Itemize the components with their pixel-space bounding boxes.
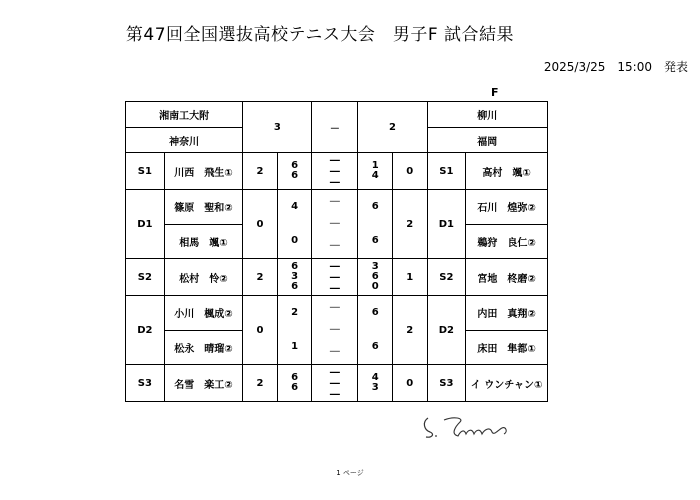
match-label-left: S2 [126, 259, 165, 296]
set-dashes [312, 153, 358, 190]
right-player-name: 宮地 柊磨② [466, 259, 548, 296]
game-score: 2 [291, 307, 299, 318]
left-player-name: 松村 怜② [164, 259, 243, 296]
game-score: 6 [291, 170, 299, 181]
set-dash: ― [329, 240, 340, 251]
right-player-name: イ ウンチャン① [466, 365, 548, 402]
left-match-points: 0 [243, 190, 278, 259]
match-label-right: S1 [427, 153, 466, 190]
left-team-score: 3 [243, 102, 312, 153]
game-score: 1 [291, 341, 299, 352]
set-dash: ― [329, 176, 340, 188]
match-label-right: D2 [427, 296, 466, 365]
set-dash: ― [329, 154, 340, 166]
game-score: 3 [371, 261, 379, 272]
right-game-scores [358, 153, 393, 190]
right-match-points: 1 [392, 259, 427, 296]
game-score: 4 [291, 201, 299, 212]
set-dash: ― [329, 282, 340, 294]
left-game-scores [277, 153, 312, 190]
game-score: 6 [371, 201, 379, 212]
right-player-name: 高村 颯① [466, 153, 548, 190]
right-team-score: 2 [358, 102, 427, 153]
left-player-name: 相馬 颯① [164, 224, 243, 259]
left-game-scores [277, 190, 312, 259]
match-row [126, 259, 548, 296]
right-game-scores [358, 190, 393, 259]
set-dash: ― [329, 302, 340, 313]
set-dash: ― [329, 260, 340, 272]
game-score: 3 [291, 271, 299, 282]
match-row [126, 153, 548, 190]
set-dash: ― [329, 377, 340, 389]
left-match-points: 2 [243, 365, 278, 402]
right-match-points: 2 [392, 296, 427, 365]
match-row [126, 296, 548, 331]
left-player-name: 小川 楓成② [164, 296, 243, 331]
set-dashes [312, 296, 358, 365]
match-label-left: S1 [126, 153, 165, 190]
right-match-points: 0 [392, 365, 427, 402]
set-dash: ― [329, 324, 340, 335]
set-dashes [312, 259, 358, 296]
game-score: 6 [371, 341, 379, 352]
right-game-scores [358, 365, 393, 402]
right-player-name: 石川 煌弥② [466, 190, 548, 225]
game-score: 1 [371, 160, 379, 171]
right-team-prefecture: 福岡 [427, 128, 547, 153]
match-label-left: D2 [126, 296, 165, 365]
right-player-name: 鵜狩 良仁② [466, 224, 548, 259]
set-dash: ― [329, 271, 340, 283]
game-score: 4 [371, 372, 379, 383]
block-label: F [491, 86, 499, 99]
set-dash: ― [329, 346, 340, 357]
left-game-scores [277, 296, 312, 365]
set-dashes [312, 365, 358, 402]
set-dash: ― [329, 218, 340, 229]
set-dashes [312, 190, 358, 259]
game-score: 6 [371, 307, 379, 318]
match-label-left: S3 [126, 365, 165, 402]
right-player-name: 内田 真翔② [466, 296, 548, 331]
set-dash: ― [329, 366, 340, 378]
match-label-right: S2 [427, 259, 466, 296]
page-title: 第47回全国選抜高校テニス大会 男子F 試合結果 [125, 25, 515, 45]
match-row [126, 365, 548, 402]
left-game-scores [277, 259, 312, 296]
game-score: 4 [371, 170, 379, 181]
game-score: 0 [291, 235, 299, 246]
match-row [126, 190, 548, 225]
left-game-scores [277, 365, 312, 402]
game-score: 6 [291, 261, 299, 272]
match-label-left: D1 [126, 190, 165, 259]
set-dash: ― [329, 165, 340, 177]
game-score: 6 [371, 271, 379, 282]
left-player-name: 名雪 楽工② [164, 365, 243, 402]
left-player-name: 松永 晴瑠② [164, 330, 243, 365]
set-dash: ― [329, 388, 340, 400]
right-game-scores [358, 259, 393, 296]
left-match-points: 2 [243, 259, 278, 296]
right-match-points: 2 [392, 190, 427, 259]
match-label-right: S3 [427, 365, 466, 402]
game-score: 0 [371, 281, 379, 292]
game-score: 6 [291, 281, 299, 292]
game-score: 6 [291, 160, 299, 171]
right-game-scores [358, 296, 393, 365]
game-score: 6 [291, 382, 299, 393]
left-team-name: 湘南工大附 [126, 102, 243, 128]
right-player-name: 床田 隼都① [466, 330, 548, 365]
announcement-datetime: 2025/3/25 15:00 発表 [543, 60, 688, 74]
game-score: 6 [371, 235, 379, 246]
score-separator: － [312, 102, 358, 153]
results-table [125, 101, 548, 402]
match-label-right: D1 [427, 190, 466, 259]
signature [420, 412, 515, 442]
right-team-name: 柳川 [427, 102, 547, 128]
game-score: 6 [291, 372, 299, 383]
page-number: 1 ページ [336, 469, 364, 477]
right-match-points: 0 [392, 153, 427, 190]
left-player-name: 川西 飛生① [164, 153, 243, 190]
game-score: 3 [371, 382, 379, 393]
left-match-points: 0 [243, 296, 278, 365]
left-match-points: 2 [243, 153, 278, 190]
left-player-name: 篠原 聖和② [164, 190, 243, 225]
left-team-prefecture: 神奈川 [126, 128, 243, 153]
set-dash: ― [329, 196, 340, 207]
